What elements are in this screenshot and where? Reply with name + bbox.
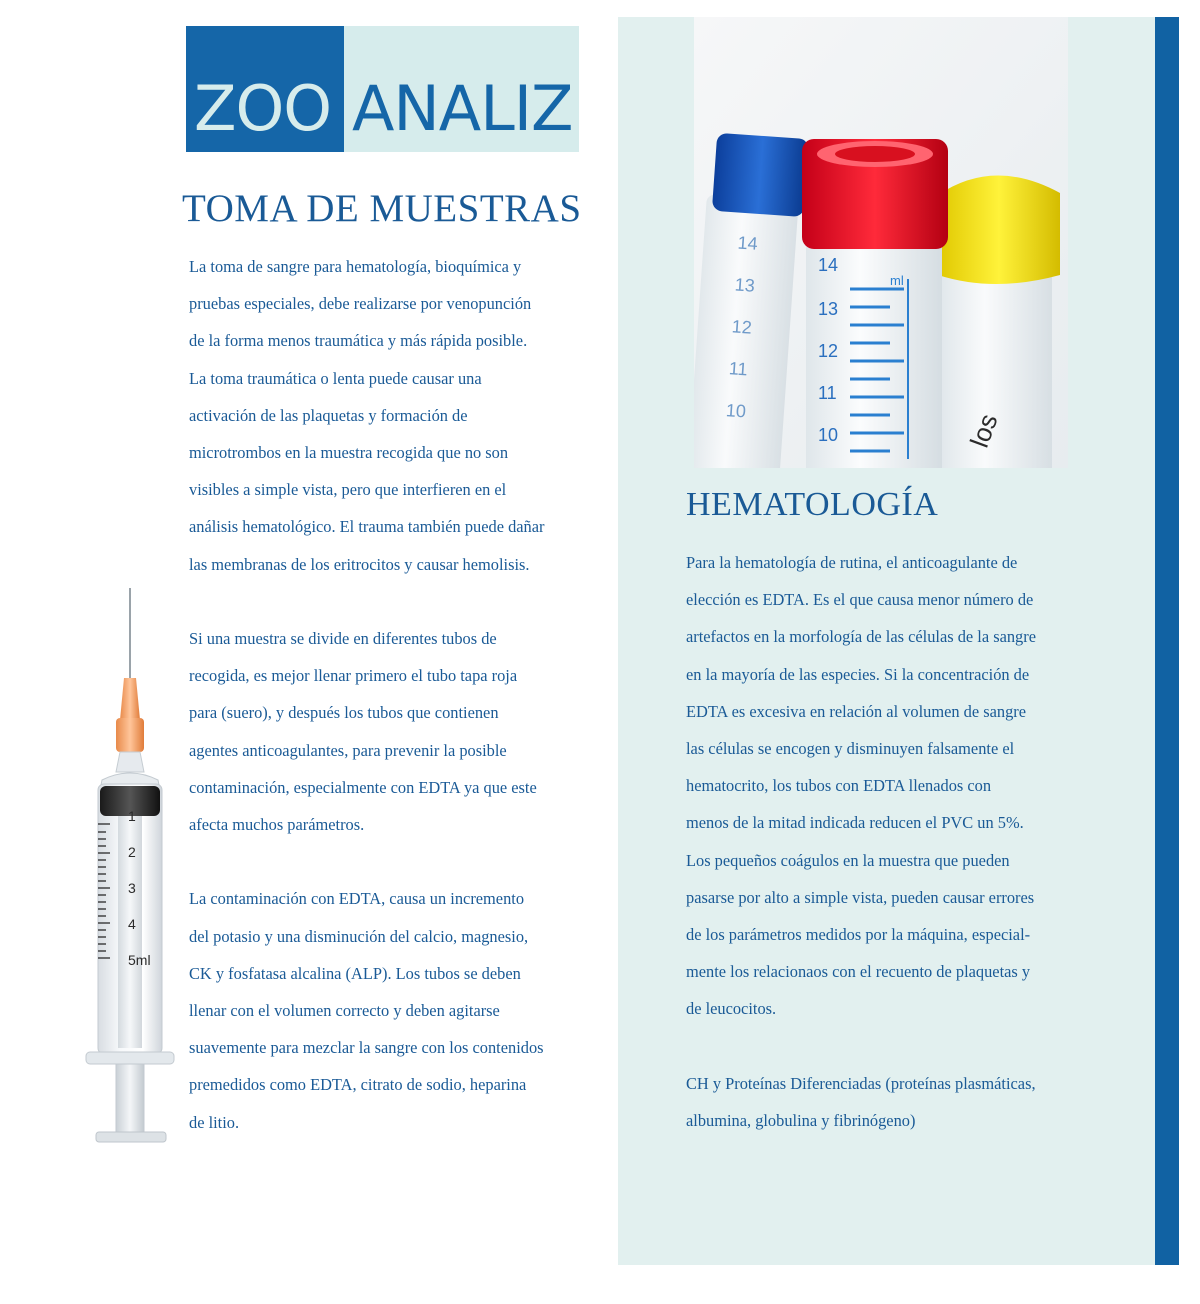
paragraph (686, 544, 1116, 1028)
right-body-text (686, 544, 1116, 1139)
text-line: suavemente para mezclar la sangre con los contenidos (189, 1038, 544, 1058)
text-line: afecta muchos parámetros. (189, 815, 365, 835)
text-line: EDTA es excesiva en relación al volumen de sangre (686, 701, 1027, 721)
tube-number: 14 (818, 255, 839, 275)
text-line: Los pequeños coágulos en la muestra que pueden (686, 850, 1010, 870)
text-line: menos de la mitad indicada reducen el PVC un 5%. (686, 813, 1024, 833)
syringe-tip (116, 752, 144, 772)
text-line: llenar con el volumen correcto y deben agitarse (189, 1001, 500, 1021)
tube-number: 12 (818, 341, 839, 361)
logo-word-zoo: ZOO (194, 72, 332, 145)
text-line: La contaminación con EDTA, causa un incremento (189, 889, 525, 909)
tube-number: 13 (734, 274, 756, 296)
tube-number: 14 (736, 232, 759, 254)
needle-hub (120, 678, 140, 720)
text-line: las células se encogen y disminuyen falsamente el (686, 739, 1015, 759)
plunger-rod-outside (116, 1064, 144, 1134)
text-line: premedidos como EDTA, citrato de sodio, heparina (189, 1075, 527, 1095)
test-tubes-image (694, 17, 1068, 468)
text-line: albumina, globulina y fibrinógeno) (686, 1111, 916, 1131)
paragraph (686, 1065, 1116, 1139)
text-line: agentes anticoagulantes, para prevenir la posible (189, 740, 507, 760)
text-line: las membranas de los eritrocitos y causar hemolisis. (189, 554, 530, 574)
text-line: de litio. (189, 1112, 240, 1132)
right-accent-bar (1155, 17, 1179, 1265)
text-line: Para la hematología de rutina, el anticoagulante de (686, 553, 1018, 572)
text-line: de leucocitos. (686, 999, 777, 1019)
section-title-toma-de-muestras: TOMA DE MUESTRAS (182, 187, 582, 230)
text-line: elección es EDTA. Es el que causa menor número de (686, 590, 1034, 610)
text-line: activación de las plaquetas y formación de (189, 405, 468, 425)
text-line: pruebas especiales, debe realizarse por venopunción (189, 294, 532, 314)
tube-number: 11 (728, 358, 749, 380)
text-line: para (suero), y después los tubos que contienen (189, 703, 499, 723)
text-line: La toma de sangre para hematología, bioquímica y (189, 257, 522, 276)
logo-word-analiz: ANALIZ (352, 72, 573, 145)
scale-label-3: 3 (128, 880, 136, 896)
zooanaliz-logo (186, 26, 579, 152)
logo-left-block (186, 26, 344, 152)
yellow-cap-tube (938, 175, 1060, 468)
scale-label-4: 4 (128, 916, 136, 932)
tube-number: 10 (725, 400, 747, 422)
tube-number: 10 (818, 425, 839, 445)
text-line: de la forma menos traumática y más rápida posible. (189, 331, 528, 351)
syringe-image (32, 580, 332, 1160)
text-line: La toma traumática o lenta puede causar una (189, 368, 482, 388)
text-line: del potasio y una disminución del calcio, magnesio, (189, 926, 529, 946)
text-line: mente los relacionaos con el recuento de plaquetas y (686, 962, 1031, 982)
text-line: contaminación, especialmente con EDTA ya que este (189, 777, 537, 797)
tube-number: 12 (731, 316, 753, 338)
text-line: pasarse por alto a simple vista, pueden causar errores (686, 887, 1035, 907)
text-line: artefactos en la morfología de las células de la sangre (686, 627, 1036, 647)
text-line: en la mayoría de las especies. Si la concentración de (686, 664, 1030, 684)
tube-unit: ml (890, 273, 904, 288)
scale-label-1: 1 (128, 808, 136, 824)
red-cap-tube (802, 139, 948, 468)
thumb-press (96, 1132, 166, 1142)
tube-number: 13 (818, 299, 839, 319)
text-line: análisis hematológico. El trauma también puede dañar (189, 517, 545, 537)
finger-flange (86, 1052, 174, 1064)
paragraph (189, 248, 589, 583)
scale-label-5ml: 5ml (128, 952, 151, 968)
needle-hub-base (116, 718, 144, 752)
scale-label-2: 2 (128, 844, 136, 860)
tube-number: 11 (818, 383, 837, 403)
text-line: CH y Proteínas Diferenciadas (proteínas plasmáticas, (686, 1073, 1036, 1093)
text-line: visibles a simple vista, pero que interfieren en el (189, 480, 507, 500)
section-title-hematologia: HEMATOLOGÍA (686, 486, 939, 523)
logo-right-block (344, 26, 579, 152)
tube-handwritten-label: los (964, 409, 1004, 452)
text-line: recogida, es mejor llenar primero el tubo tapa roja (189, 666, 518, 686)
text-line: de los parámetros medidos por la máquina, especial- (686, 925, 1031, 945)
text-line: microtrombos en la muestra recogida que no son (189, 443, 509, 463)
text-line: CK y fosfatasa alcalina (ALP). Los tubos se deben (189, 963, 521, 983)
text-line: Si una muestra se divide en diferentes tubos de (189, 629, 497, 649)
text-line: hematocrito, los tubos con EDTA llenados con (686, 776, 992, 796)
